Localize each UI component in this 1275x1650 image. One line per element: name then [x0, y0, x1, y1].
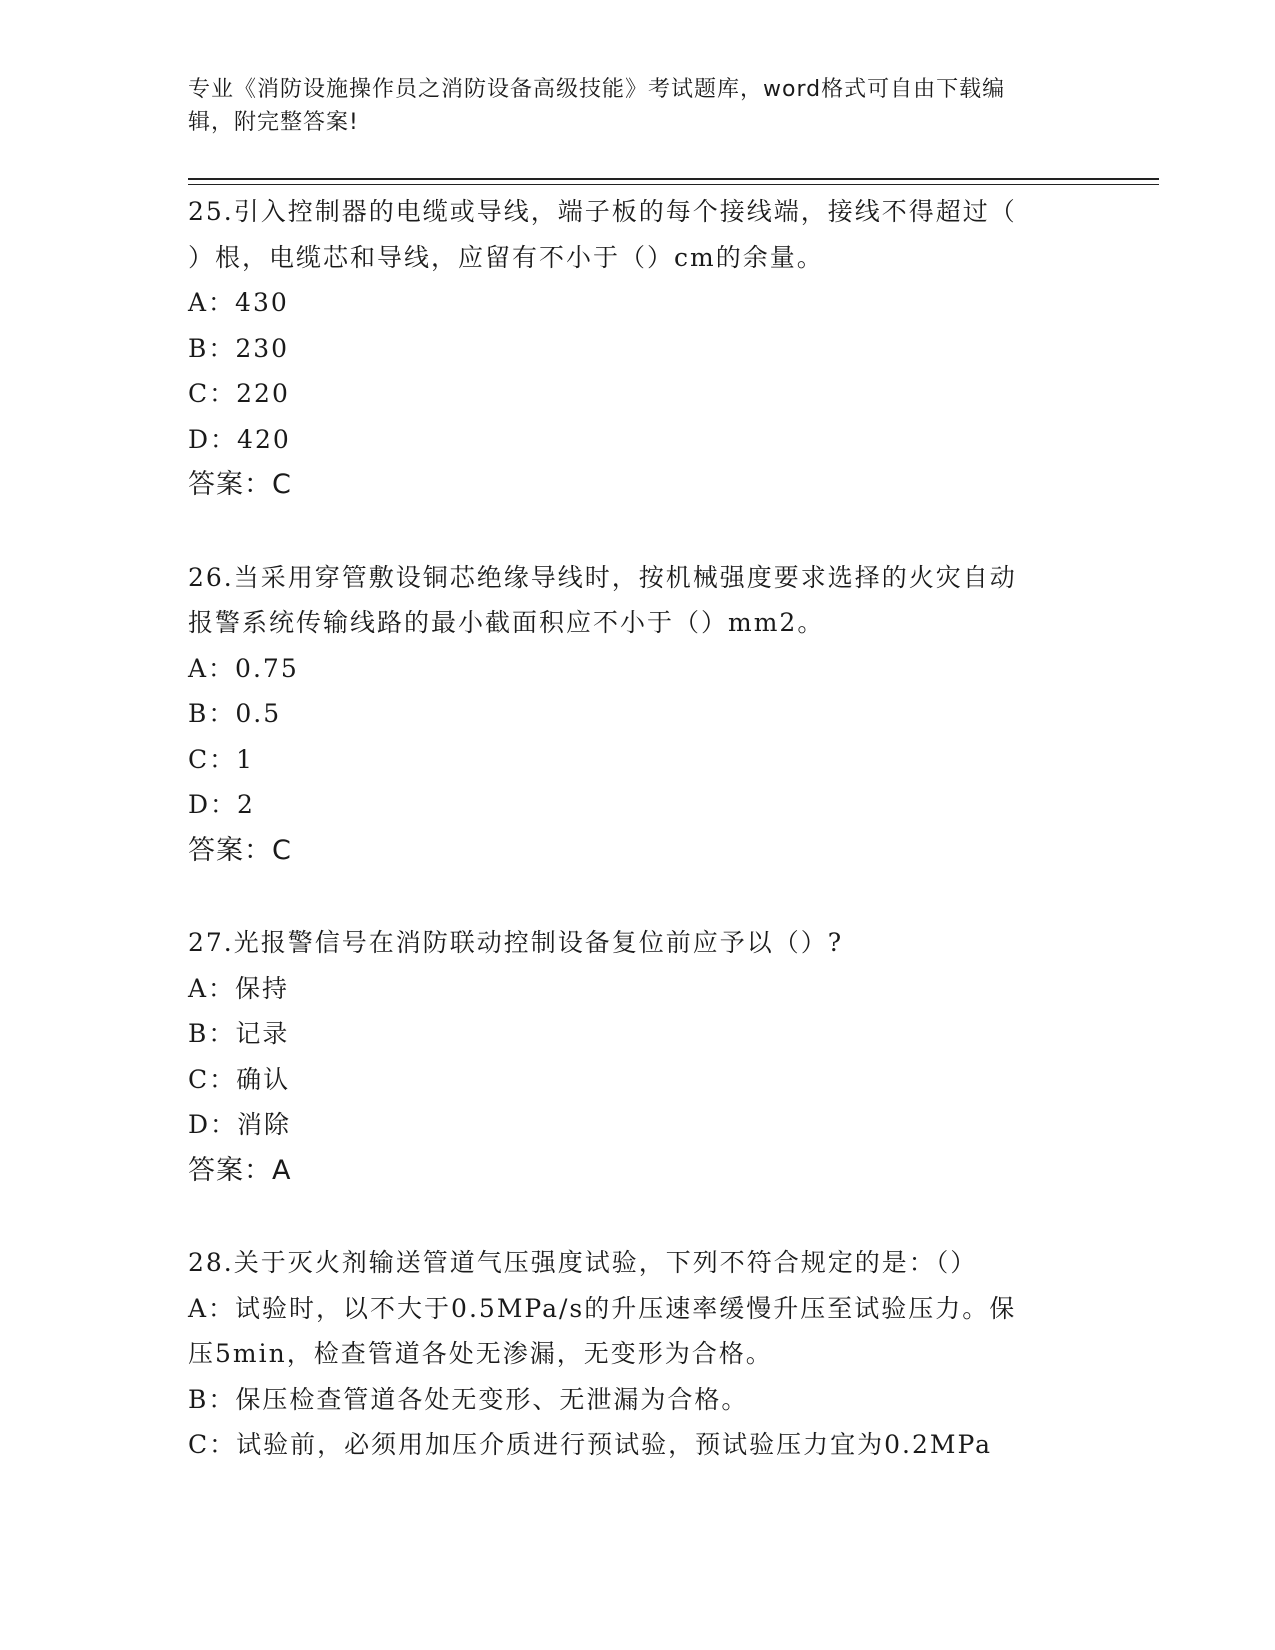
- question-stem: 27.光报警信号在消防联动控制设备复位前应予以（）?: [188, 928, 844, 957]
- question-list: [188, 189, 1088, 1468]
- question-stem: ）根，电缆芯和导线，应留有不小于（）cm的余量。: [188, 242, 824, 272]
- option-b: B：保压检查管道各处无变形、无泄漏为合格。: [188, 1384, 749, 1414]
- header-line-1: 专业《消防设施操作员之消防设备高级技能》考试题库，word格式可自由下载编: [188, 77, 1006, 102]
- option-a: A：试验时，以不大于0.5MPa/s的升压速率缓慢升压至试验压力。保: [188, 1293, 1017, 1323]
- header-divider-thick: [188, 178, 1159, 180]
- option-a: A：430: [188, 288, 289, 317]
- option-b: B：0.5: [188, 699, 282, 728]
- question-27: [188, 920, 1088, 1193]
- option-d: D：消除: [188, 1110, 292, 1139]
- option-c: C：1: [188, 744, 255, 774]
- question-stem: 26.当采用穿管敷设铜芯绝缘导线时，按机械强度要求选择的火灾自动: [188, 562, 1017, 592]
- question-stem: 28.关于灭火剂输送管道气压强度试验，下列不符合规定的是：（）: [188, 1248, 978, 1277]
- option-a: A：保持: [188, 973, 290, 1003]
- answer: 答案：C: [188, 834, 292, 866]
- spacer: [188, 1193, 1088, 1240]
- option-d: D：2: [188, 790, 255, 819]
- option-d: D：420: [188, 424, 291, 454]
- option-c: C：220: [188, 379, 290, 408]
- option-a-continued: 压5min，检查管道各处无渗漏，无变形为合格。: [188, 1339, 773, 1368]
- option-a: A：0.75: [188, 653, 299, 683]
- question-26: [188, 555, 1088, 874]
- question-stem: 报警系统传输线路的最小截面积应不小于（）mm2。: [188, 608, 825, 637]
- header-divider-thin: [188, 184, 1159, 185]
- spacer: [188, 873, 1088, 920]
- spacer: [188, 508, 1088, 555]
- answer: 答案：A: [188, 1154, 292, 1186]
- question-stem: 25.引入控制器的电缆或导线，端子板的每个接线端，接线不得超过（: [188, 197, 1017, 226]
- option-c: C：确认: [188, 1064, 291, 1094]
- document-header: [188, 73, 1088, 139]
- option-b: B：记录: [188, 1019, 290, 1048]
- answer: 答案：C: [188, 469, 292, 500]
- option-b: B：230: [188, 333, 290, 363]
- option-c: C：试验前，必须用加压介质进行预试验，预试验压力宜为0.2MPa: [188, 1430, 993, 1459]
- question-28: [188, 1240, 1088, 1468]
- question-25: [188, 189, 1088, 508]
- header-line-2: 辑，附完整答案!: [188, 110, 359, 135]
